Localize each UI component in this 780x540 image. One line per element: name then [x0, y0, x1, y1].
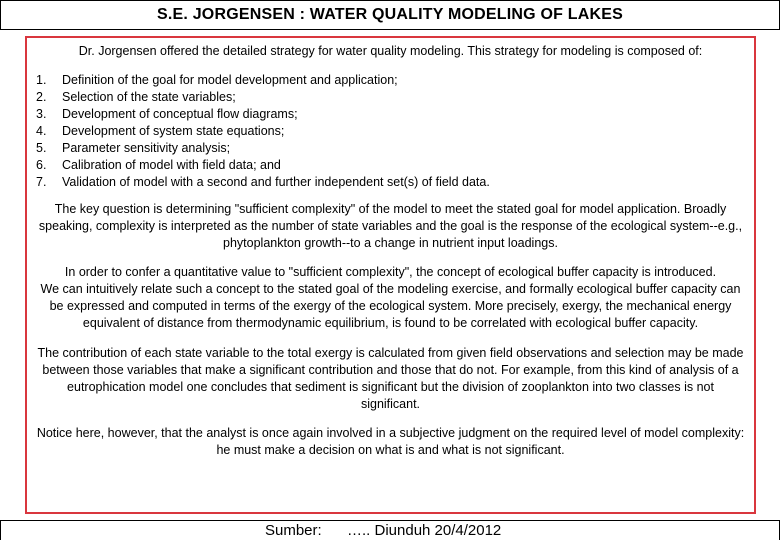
list-item	[36, 157, 745, 174]
list-item	[36, 89, 745, 106]
quantitative-exergy-text: We can intuitively relate such a concept to the stated goal of the modeling exercise, and formally ecological buffer capacity can be expressed and computed in terms of the exergy of the ecological system. More precisely, exergy, the mechanical energy equivalent of distance from thermodynamic equilibrium, is found to be correlated with ecological buffer capacity.	[40, 282, 741, 330]
content-frame	[25, 36, 756, 514]
step-text: Development of conceptual flow diagrams;	[62, 107, 298, 121]
step-text: Definition of the goal for model development and application;	[62, 73, 398, 87]
step-number: 6.	[36, 158, 47, 172]
list-item	[36, 174, 745, 191]
step-text: Calibration of model with field data; and	[62, 158, 281, 172]
footer	[0, 520, 780, 540]
step-number: 5.	[36, 141, 47, 155]
intro-text: Dr. Jorgensen offered the detailed strategy for water quality modeling. This strategy for modeling is composed of:	[78, 44, 703, 58]
list-item	[36, 123, 745, 140]
list-item	[36, 106, 745, 123]
quantitative-intro-text: In order to confer a quantitative value to "sufficient complexity", the concept of ecological buffer capacity is introduced.	[64, 265, 717, 279]
footer-source-label: Sumber:	[265, 522, 322, 539]
list-item	[36, 72, 745, 89]
page-title-text: S.E. JORGENSEN : WATER QUALITY MODELING OF LAKES	[157, 6, 623, 23]
step-text: Selection of the state variables;	[62, 90, 236, 104]
notice-paragraph: Notice here, however, that the analyst is once again involved in a subjective judgment on the required level of model complexity: he must make a decision on what is and what is not significant.	[36, 426, 745, 457]
step-text: Development of system state equations;	[62, 124, 285, 138]
step-number: 1.	[36, 73, 47, 87]
step-number: 7.	[36, 175, 47, 189]
quantitative-paragraph	[36, 264, 745, 332]
list-item	[36, 140, 745, 157]
step-number: 3.	[36, 107, 47, 121]
step-number: 4.	[36, 124, 47, 138]
strategy-steps-list	[36, 72, 745, 191]
footer-download-note: ….. Diunduh 20/4/2012	[347, 522, 502, 539]
step-text: Parameter sensitivity analysis;	[62, 141, 231, 155]
step-number: 2.	[36, 90, 47, 104]
step-text: Validation of model with a second and further independent set(s) of field data.	[62, 175, 490, 189]
page-title	[0, 0, 780, 30]
key-question-paragraph: The key question is determining "sufficient complexity" of the model to meet the stated goal for model application. Broadly speaking, complexity is interpreted as the number of state variables and the goal is the response of the ecological system--e.g., phytoplankton growth--to a change in nutrient input loadings.	[38, 202, 743, 250]
contribution-paragraph: The contribution of each state variable to the total exergy is calculated from given field observations and selection may be made between those variables that make a significant contribution and those that do not. For example, from this kind of analysis of a eutrophication model one concludes that sediment is significant but the division of zooplankton into two classes is not significant.	[37, 346, 744, 411]
